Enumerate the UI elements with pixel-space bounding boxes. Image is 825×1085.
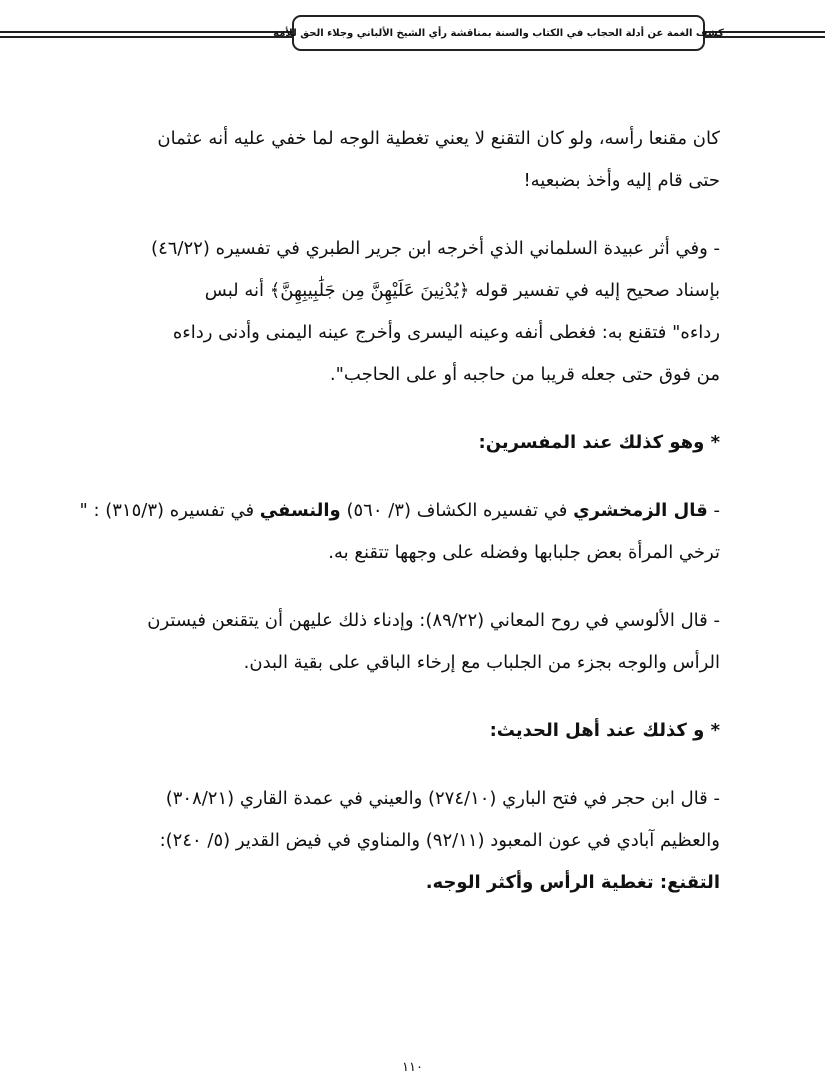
text-run: في تفسيره الكشاف (٣/ ٥٦٠) — [340, 500, 574, 521]
text-line — [79, 490, 720, 532]
text-run: في تفسيره (٣١٥/٣) : " — [79, 500, 260, 521]
text-line: كان مقنعا رأسه، ولو كان التقنع لا يعني تغطية الوجه لما خفي عليه أنه عثمان — [157, 128, 720, 149]
text-run: - — [707, 500, 720, 521]
text-line: - وفي أثر عبيدة السلماني الذي أخرجه ابن جرير الطبري في تفسيره (٤٦/٢٢) — [151, 238, 720, 259]
text-line: من فوق حتى جعله قريبا من حاجبه أو على الحاجب". — [329, 364, 720, 385]
running-header-title: كشف الغمة عن أدلة الحجاب في الكتاب والسنة بمناقشة رأي الشيخ الألباني وجلاء الحق للأمة — [273, 27, 724, 39]
running-header — [273, 15, 724, 51]
text-line: بإسناد صحيح إليه في تفسير قوله ﴿يُدْنِينَ عَلَيْهِنَّ مِن جَلَٰبِيبِهِنَّ﴾ أنه لبس — [204, 280, 720, 301]
section-heading-mufassirin — [108, 422, 720, 464]
section-heading-hadith — [108, 710, 720, 752]
page-body — [79, 118, 720, 930]
text-line: ترخي المرأة بعض جلبابها وفضله على وجهها تتقنع به. — [328, 542, 720, 563]
text-line: - قال الألوسي في روح المعاني (٨٩/٢٢): وإدناء ذلك عليهن أن يتقنعن فيسترن — [147, 610, 720, 631]
paragraph-2 — [108, 228, 720, 396]
paragraph-3 — [79, 490, 720, 574]
page-number: ١١٠ — [402, 1060, 423, 1075]
author-name: قال الزمخشري — [573, 500, 708, 521]
paragraph-5 — [108, 778, 720, 904]
section-heading-text: * و كذلك عند أهل الحديث: — [489, 720, 720, 741]
text-line: - قال ابن حجر في فتح الباري (٢٧٤/١٠) والعيني في عمدة القاري (٣٠٨/٢١) — [165, 788, 720, 809]
text-line: الرأس والوجه بجزء من الجلباب مع إرخاء الباقي على بقية البدن. — [243, 652, 720, 673]
paragraph-4 — [108, 600, 720, 684]
text-line: التقنع: تغطية الرأس وأكثر الوجه. — [425, 872, 720, 893]
text-line: رداءه" فتقنع به: فغطى أنفه وعينه اليسرى وأخرج عينه اليمنى وأدنى رداءه — [172, 322, 720, 343]
text-line: والعظيم آبادي في عون المعبود (٩٢/١١) والمناوي في فيض القدير (٥/ ٢٤٠): — [159, 830, 720, 851]
author-name: والنسفي — [259, 500, 341, 521]
section-heading-text: * وهو كذلك عند المفسرين: — [478, 432, 720, 453]
paragraph-1 — [108, 118, 720, 202]
text-line: حتى قام إليه وأخذ بضبعيه! — [523, 170, 720, 191]
